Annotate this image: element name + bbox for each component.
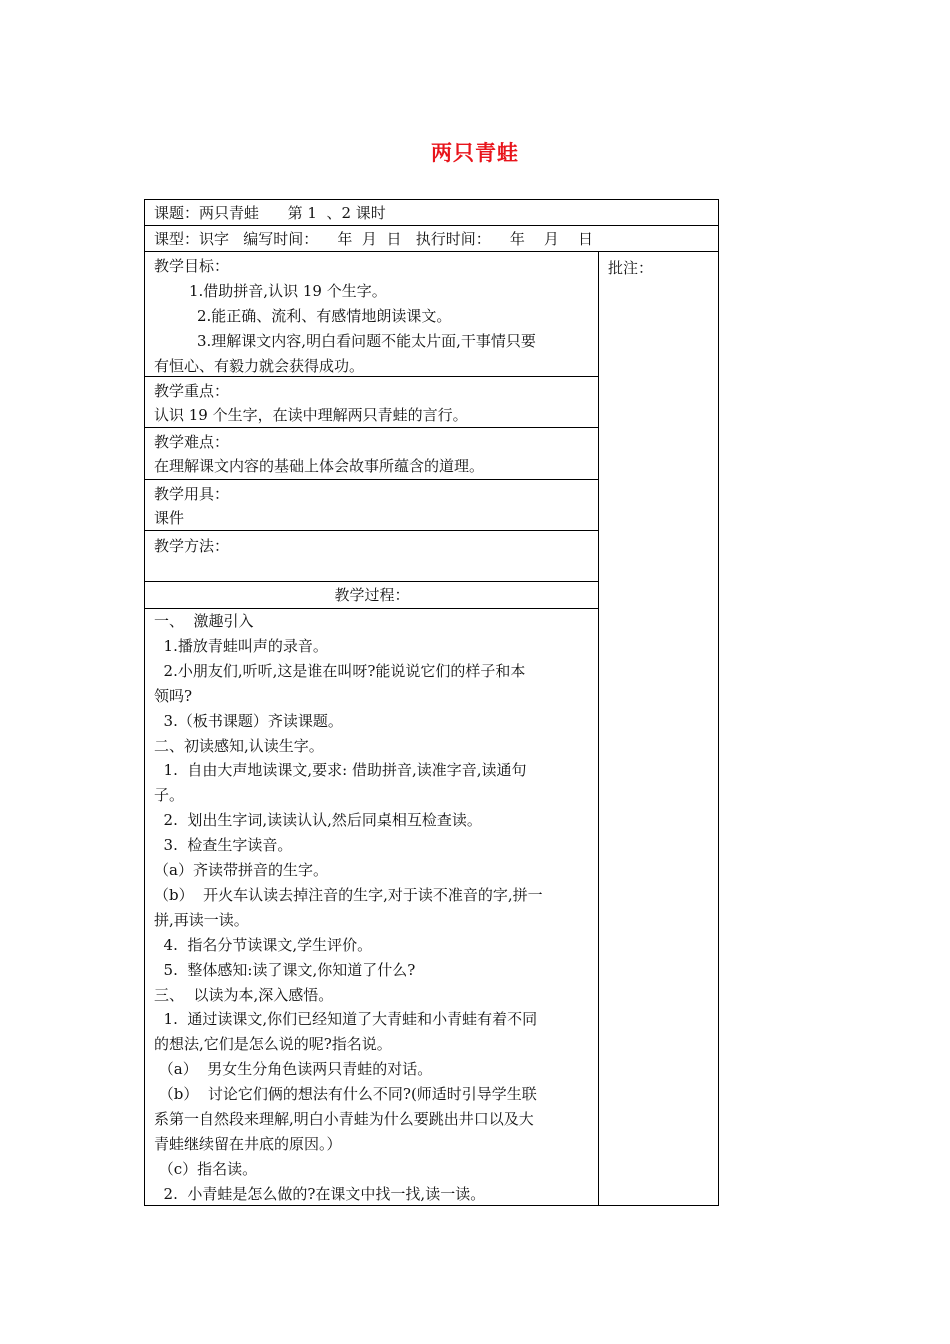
process-line: 子。: [154, 786, 185, 805]
process-line: 三、 以读为本,深入感悟。: [154, 985, 334, 1004]
objective-line: 有恒心、有毅力就会获得成功。: [154, 357, 365, 375]
process-line: （b） 讨论它们俩的想法有什么不同?(师适时引导学生联: [154, 1085, 537, 1104]
tools-text: 课件: [154, 509, 185, 527]
objectives-label: 教学目标：: [154, 257, 230, 275]
process-line: 拼,再读一读。: [154, 910, 249, 929]
process-line: 2. 小青蛙是怎么做的?在课文中找一找,读一读。: [154, 1184, 486, 1203]
lesson-body: [145, 252, 718, 1205]
annotation-column: [599, 252, 718, 1205]
process-line: （b） 开火车认读去掉注音的生字,对于读不准音的字,拼一: [154, 885, 543, 904]
lesson-type-text: 课型：识字 编写时间： 年 月 日 执行时间： 年 月 日: [154, 230, 593, 248]
key-points-section: [145, 377, 598, 428]
process-section: [145, 609, 598, 1205]
process-line: 5. 整体感知:读了课文,你知道了什么?: [154, 960, 416, 979]
process-line: 二、初读感知,认读生字。: [154, 736, 324, 755]
process-line: 系第一自然段来理解,明白小青蛙为什么要跳出井口以及大: [154, 1110, 534, 1128]
methods-section: [145, 531, 598, 582]
key-points-text: 认识 19 个生字，在读中理解两只青蛙的言行。: [154, 406, 468, 424]
document-title: 两只青蛙: [431, 141, 519, 165]
process-line: （c）指名读。: [154, 1159, 258, 1178]
process-line: 一、 激趣引入: [154, 612, 254, 630]
difficulties-text: 在理解课文内容的基础上体会故事所蕴含的道理。: [154, 457, 485, 475]
process-label: 教学过程：: [334, 586, 410, 604]
process-line: 1.播放青蛙叫声的录音。: [154, 636, 328, 655]
annotation-label: 批注：: [608, 259, 654, 277]
objectives-section: [145, 252, 598, 377]
methods-label: 教学方法：: [154, 537, 230, 555]
process-line: 4. 指名分节读课文,学生评价。: [154, 935, 373, 954]
tools-label: 教学用具：: [154, 485, 230, 503]
process-line: 1. 通过读课文,你们已经知道了大青蛙和小青蛙有着不同: [154, 1010, 538, 1029]
lesson-topic-row: [145, 200, 718, 226]
lesson-topic-text: 课题：两只青蛙 第 1 、2 课时: [154, 204, 386, 222]
difficulties-section: [145, 428, 598, 480]
objective-line: 3.理解课文内容,明白看问题不能太片面,干事情只要: [197, 332, 536, 350]
key-points-label: 教学重点：: [154, 382, 230, 400]
process-line: 3.（板书课题）齐读课题。: [154, 711, 343, 730]
process-header: [145, 582, 598, 609]
objective-line: 2.能正确、流利、有感情地朗读课文。: [197, 307, 452, 325]
process-line: 1. 自由大声地读课文,要求: 借助拼音,读准字音,读通句: [154, 761, 527, 780]
difficulties-label: 教学难点：: [154, 433, 230, 451]
tools-section: [145, 480, 598, 531]
lesson-content-column: [145, 252, 599, 1205]
process-line: 2. 划出生字词,读读认认,然后同桌相互检查读。: [154, 811, 482, 830]
process-line: （a） 男女生分角色读两只青蛙的对话。: [154, 1060, 433, 1079]
lesson-plan-table: [144, 199, 719, 1206]
process-line: 领吗?: [154, 686, 193, 705]
objective-line: 1.借助拼音,认识 19 个生字。: [189, 282, 387, 300]
process-line: 青蛙继续留在井底的原因。）: [154, 1134, 342, 1153]
process-line: 3. 检查生字读音。: [154, 836, 293, 855]
process-line: 的想法,它们是怎么说的呢?指名说。: [154, 1035, 392, 1054]
process-line: （a）齐读带拼音的生字。: [154, 861, 328, 879]
process-line: 2.小朋友们,听听,这是谁在叫呀?能说说它们的样子和本: [154, 661, 526, 680]
lesson-type-row: [145, 226, 718, 252]
